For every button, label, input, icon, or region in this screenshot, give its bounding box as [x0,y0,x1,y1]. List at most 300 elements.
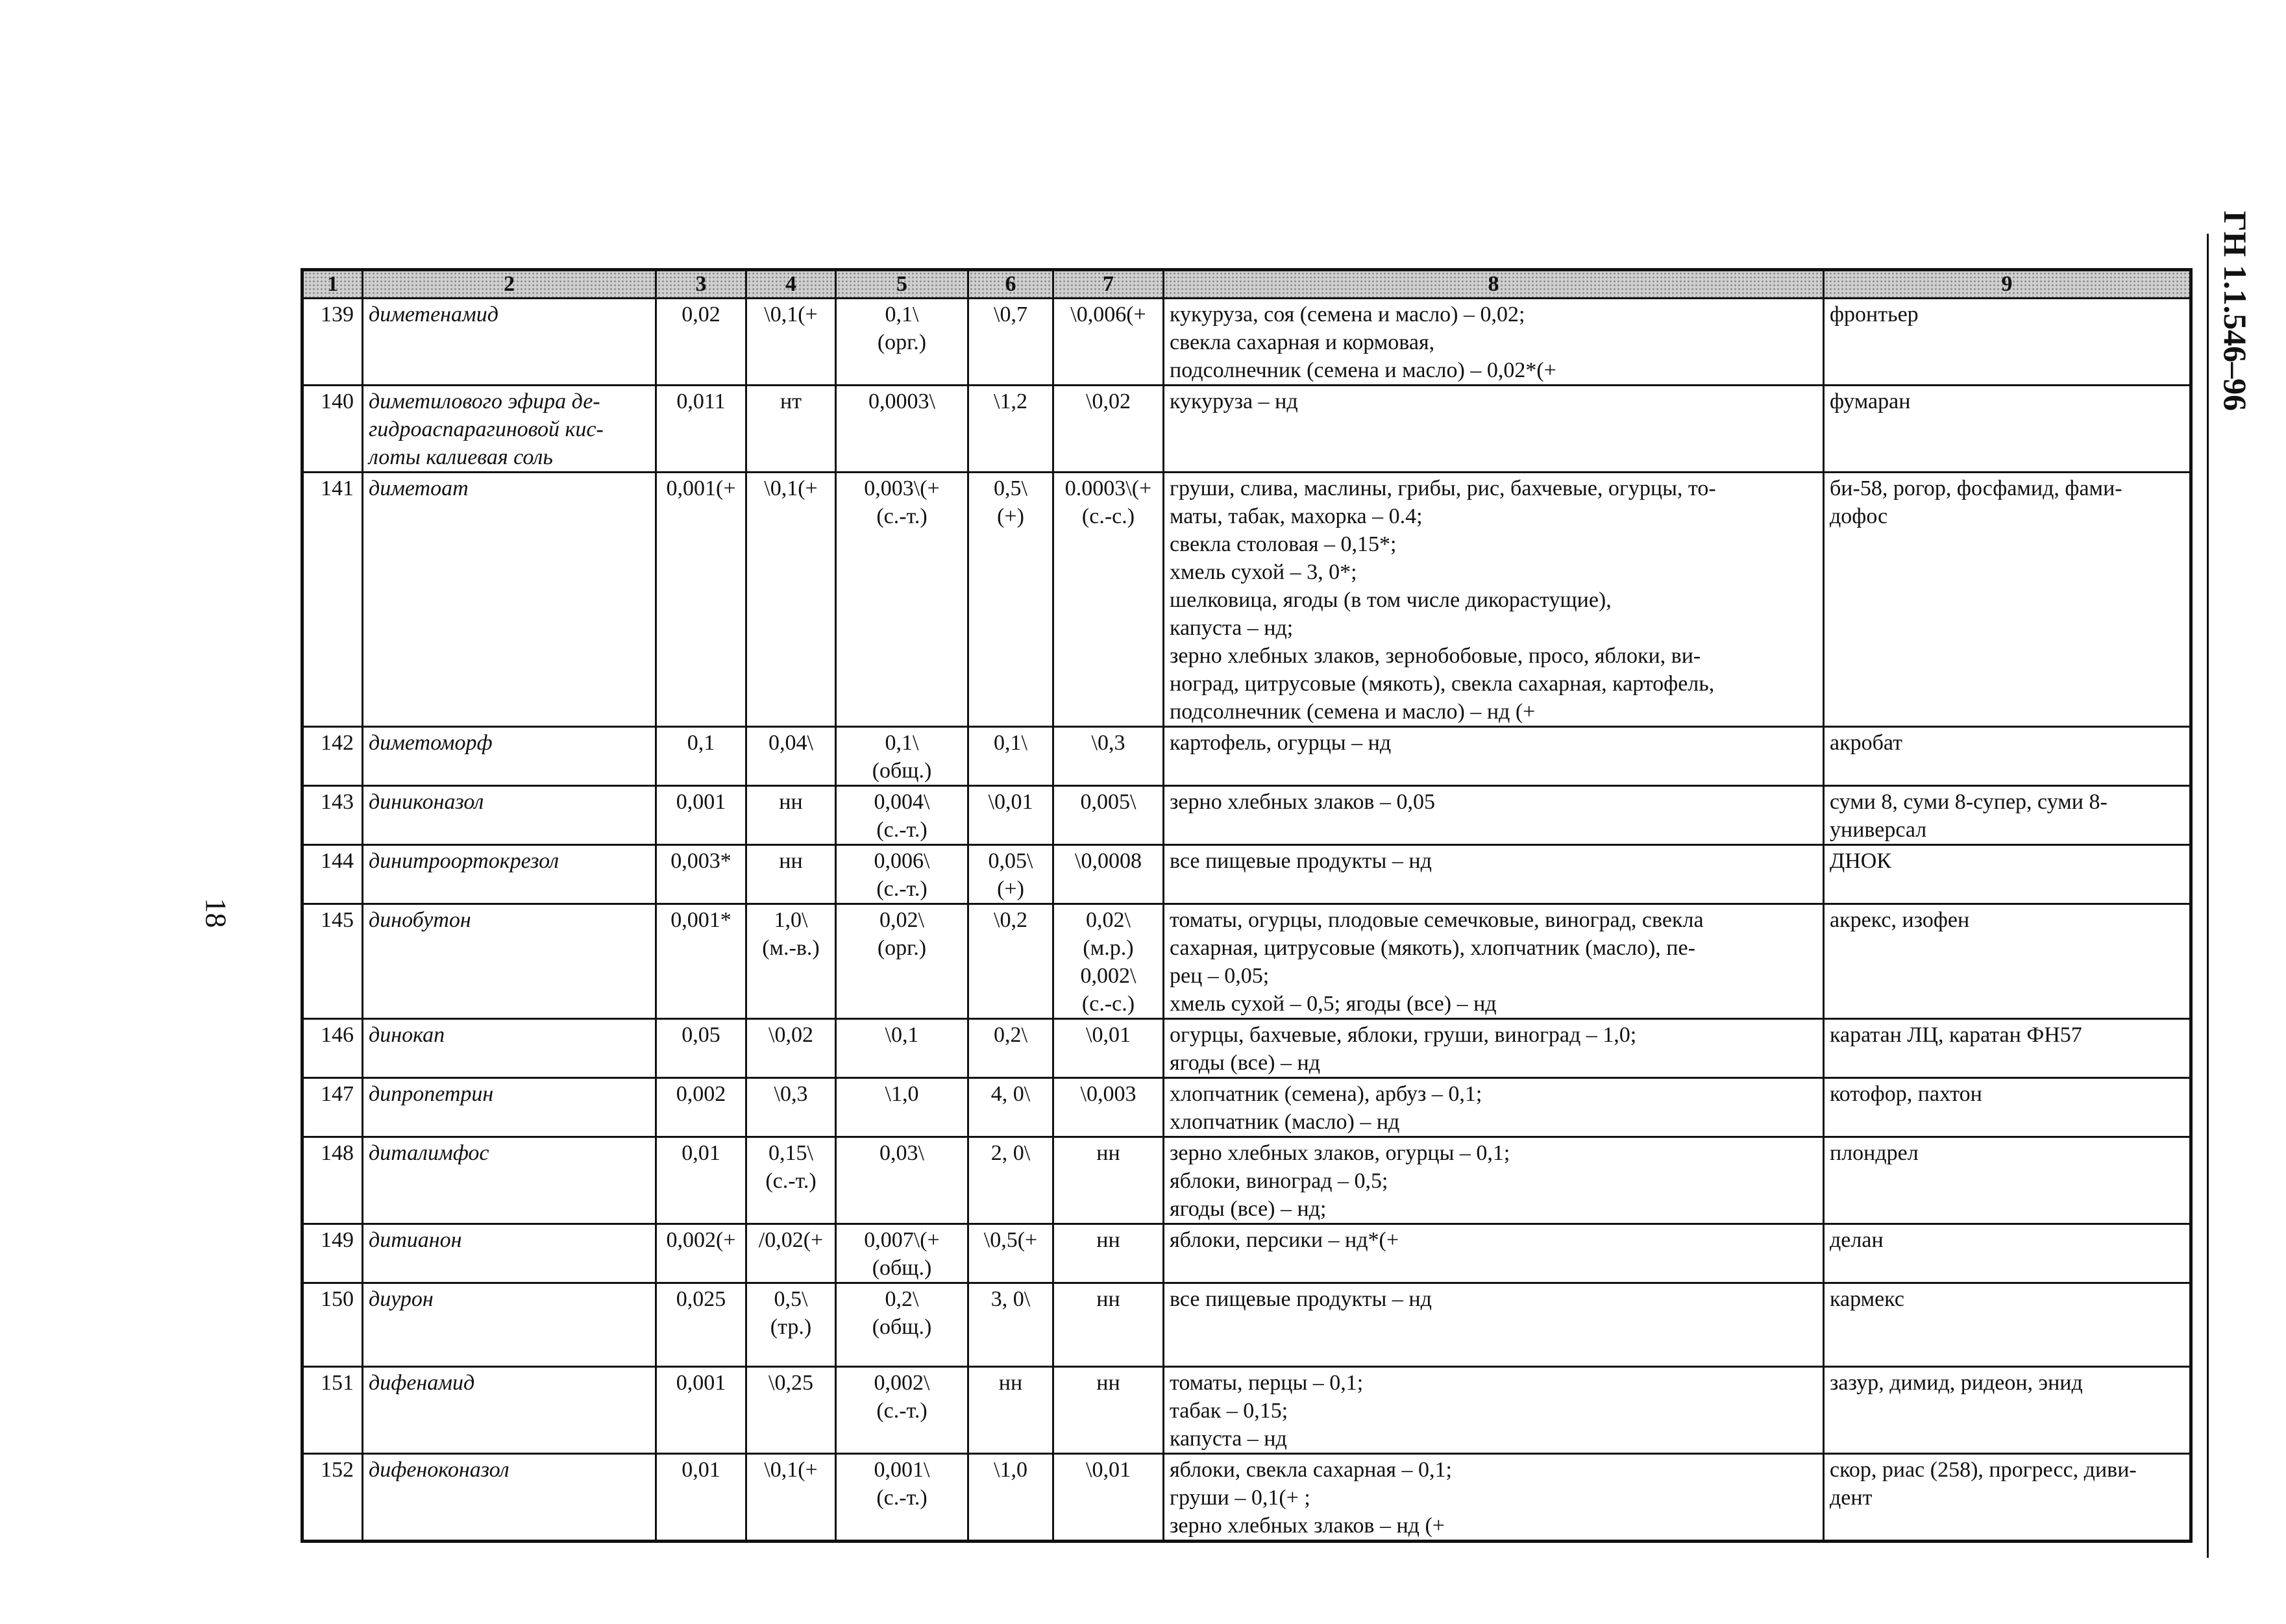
substance-name-cell [363,1137,656,1224]
soil-cell [746,727,836,786]
cell-line: \0,01 [988,790,1033,814]
cell-line: 0,002(+ [666,1228,736,1252]
water-cell [836,1078,968,1137]
water-cell [836,904,968,1019]
column-number-header-row [302,270,2191,299]
adi-cell [656,1367,746,1454]
preparations-cell [1824,904,2191,1019]
row-number-cell: 146 [302,1019,363,1078]
table-row [302,904,2191,1019]
cell-line: 0,003\(+ [864,476,940,500]
row-number-cell: 148 [302,1137,363,1224]
cell-line: 0,002\ [1080,964,1137,988]
substance-name-cell [363,845,656,904]
substance-name-cell [363,1454,656,1542]
cell-line: 0,01 [682,1141,720,1165]
cell-line: нн [998,1371,1023,1395]
cell-line: 0,007\(+ [864,1228,940,1252]
table-body [302,299,2191,1542]
water-cell [836,786,968,845]
cell-line: 1,0\ [774,908,808,932]
cell-line: \0,01 [1086,1023,1131,1047]
cell-line: сахарная, цитрусовые (мякоть), хлопчатник (масло), пе- [1170,936,1695,960]
preparations-cell [1824,1454,2191,1542]
cell-line: груши – 0,1(+ ; [1170,1486,1310,1510]
cell-line: подсолнечник (семена и масло) – нд (+ [1170,700,1536,724]
adi-cell [656,1019,746,1078]
adi-cell [656,727,746,786]
cell-line: дипропетрин [369,1082,494,1106]
preparations-cell [1824,1078,2191,1137]
substance-name-cell [363,1078,656,1137]
water-cell [836,473,968,727]
adi-cell [656,386,746,473]
table-row [302,386,2191,473]
cell-line: 0,001 [676,790,726,814]
cell-line: дифенамид [369,1371,475,1395]
atmospheric-air-cell [1053,1019,1164,1078]
column-header: 6 [968,270,1053,299]
preparations-cell [1824,786,2191,845]
food-products-cell [1164,845,1824,904]
cell-line: \0,006(+ [1070,302,1146,326]
cell-line: котофор, пахтон [1830,1082,1982,1106]
cell-line: дитианон [369,1228,462,1252]
hygiene-standards-table [301,268,2193,1543]
adi-cell [656,1078,746,1137]
cell-line: 0,1\ [994,731,1027,755]
work-zone-air-cell [968,1454,1053,1542]
atmospheric-air-cell [1053,845,1164,904]
cell-line: каратан ЛЦ, каратан ФН57 [1830,1023,2082,1047]
cell-line: 0,1\ [885,302,919,326]
cell-line: 0,002 [676,1082,726,1106]
work-zone-air-cell [968,786,1053,845]
cell-line: \0,0008 [1075,849,1142,873]
preparations-cell [1824,299,2191,386]
cell-line: 0,03\ [879,1141,924,1165]
cell-line: нн [1096,1228,1120,1252]
row-number-cell: 144 [302,845,363,904]
soil-cell [746,1019,836,1078]
work-zone-air-cell [968,299,1053,386]
row-number-cell: 142 [302,727,363,786]
cell-line: все пищевые продукты – нд [1170,849,1432,873]
cell-line: ДНОК [1830,849,1891,873]
water-cell [836,1454,968,1542]
cell-line: (+) [997,504,1024,528]
preparations-cell [1824,473,2191,727]
water-cell [836,845,968,904]
cell-line: \0,1 [885,1023,919,1047]
cell-line: диниконазол [369,790,484,814]
food-products-cell [1164,1224,1824,1283]
cell-line: 0,001\ [874,1458,930,1482]
cell-line: 0,2\ [994,1023,1027,1047]
atmospheric-air-cell [1053,1078,1164,1137]
soil-cell [746,1224,836,1283]
work-zone-air-cell [968,845,1053,904]
atmospheric-air-cell [1053,473,1164,727]
cell-line: 3, 0\ [990,1287,1031,1311]
cell-line: 0,004\ [874,790,930,814]
cell-line: нн [779,790,803,814]
food-products-cell [1164,1137,1824,1224]
cell-line: 4, 0\ [990,1082,1031,1106]
adi-cell [656,1454,746,1542]
work-zone-air-cell [968,1224,1053,1283]
cell-line: груши, слива, маслины, грибы, рис, бахчевые, огурцы, то- [1170,476,1716,500]
food-products-cell [1164,473,1824,727]
cell-line: \1,0 [994,1458,1027,1482]
table-row [302,1078,2191,1137]
row-number-cell: 150 [302,1283,363,1367]
cell-line: (с.-т.) [876,818,928,842]
page-number: 18 [199,898,233,928]
cell-line: плондрел [1830,1141,1919,1165]
cell-line: 0,025 [676,1287,726,1311]
cell-line: 0,003* [670,849,731,873]
cell-line: \0,01 [1086,1458,1131,1482]
cell-line: томаты, огурцы, плодовые семечковые, виноград, свекла [1170,908,1704,932]
cell-line: картофель, огурцы – нд [1170,731,1392,755]
work-zone-air-cell [968,473,1053,727]
cell-line: \1,0 [885,1082,919,1106]
cell-line: ягоды (все) – нд; [1170,1197,1327,1221]
cell-line: нн [1096,1371,1120,1395]
table-row [302,845,2191,904]
table-row [302,1283,2191,1367]
cell-line: томаты, перцы – 0,1; [1170,1371,1364,1395]
cell-line: 0,001(+ [666,476,736,500]
cell-line: би-58, рогор, фосфамид, фами- [1830,476,2122,500]
cell-line: 0,02 [682,302,720,326]
cell-line: (орг.) [877,936,927,960]
table-row [302,1224,2191,1283]
atmospheric-air-cell [1053,386,1164,473]
cell-line: кукуруза, соя (семена и масло) – 0,02; [1170,302,1525,326]
adi-cell [656,1283,746,1367]
food-products-cell [1164,1019,1824,1078]
food-products-cell [1164,786,1824,845]
cell-line: диметоат [369,476,469,500]
cell-line: нн [779,849,803,873]
cell-line: акрекс, изофен [1830,908,1970,932]
cell-line: \0,02 [768,1023,813,1047]
work-zone-air-cell [968,1137,1053,1224]
water-cell [836,299,968,386]
work-zone-air-cell [968,904,1053,1019]
cell-line: яблоки, персики – нд*(+ [1170,1228,1399,1252]
cell-line: 0.0003\(+ [1064,476,1152,500]
column-header: 7 [1053,270,1164,299]
water-cell [836,1367,968,1454]
cell-line: 0,1\ [885,731,919,755]
column-header: 5 [836,270,968,299]
row-number-cell: 151 [302,1367,363,1454]
cell-line: свекла сахарная и кормовая, [1170,330,1435,354]
table-row [302,299,2191,386]
substance-name-cell [363,1019,656,1078]
cell-line: 0,05\ [988,849,1033,873]
cell-line: зерно хлебных злаков – нд (+ [1170,1514,1445,1538]
cell-line: \0,3 [774,1082,808,1106]
food-products-cell [1164,1078,1824,1137]
soil-cell [746,299,836,386]
water-cell [836,1283,968,1367]
cell-line: зазур, димид, ридеон, энид [1830,1371,2083,1395]
preparations-cell [1824,727,2191,786]
cell-line: \0,25 [768,1371,813,1395]
column-header: 3 [656,270,746,299]
cell-line: \0,2 [994,908,1027,932]
cell-line: (общ.) [872,1315,932,1339]
substance-name-cell [363,1367,656,1454]
atmospheric-air-cell [1053,1454,1164,1542]
cell-line: кукуруза – нд [1170,389,1298,413]
cell-line: (с.-т.) [876,877,928,901]
margin-rule [2207,234,2209,1558]
cell-line: 0,002\ [874,1371,930,1395]
cell-line: \0,5(+ [983,1228,1038,1252]
table-row [302,1019,2191,1078]
cell-line: дент [1830,1486,1873,1510]
cell-line: (орг.) [877,330,927,354]
cell-line: табак – 0,15; [1170,1399,1288,1423]
column-header: 4 [746,270,836,299]
cell-line: капуста – нд; [1170,616,1294,640]
adi-cell [656,1137,746,1224]
cell-line: динокап [369,1023,445,1047]
cell-line: шелковица, ягоды (в том числе дикорастущие), [1170,588,1612,612]
cell-line: 0,0003\ [868,389,935,413]
cell-line: 0,001 [676,1371,726,1395]
food-products-cell [1164,727,1824,786]
cell-line: маты, табак, махорка – 0.4; [1170,504,1423,528]
atmospheric-air-cell [1053,1367,1164,1454]
row-number-cell: 145 [302,904,363,1019]
work-zone-air-cell [968,727,1053,786]
cell-line: рец – 0,05; [1170,964,1270,988]
cell-line: фронтьер [1830,302,1919,326]
cell-line: диметоморф [369,731,493,755]
cell-line: (с.-с.) [1081,992,1135,1016]
table-row [302,1454,2191,1542]
atmospheric-air-cell [1053,1137,1164,1224]
atmospheric-air-cell [1053,727,1164,786]
food-products-cell [1164,1283,1824,1367]
soil-cell [746,473,836,727]
adi-cell [656,473,746,727]
cell-line: \0,1(+ [764,1458,818,1482]
row-number-cell: 139 [302,299,363,386]
cell-line: динитроортокрезол [369,849,559,873]
table-row [302,786,2191,845]
cell-line: капуста – нд [1170,1427,1287,1451]
preparations-cell [1824,1283,2191,1367]
cell-line: /0,02(+ [758,1228,824,1252]
adi-cell [656,904,746,1019]
document-code: ГН 1.1.546–96 [2217,210,2254,412]
row-number-cell: 149 [302,1224,363,1283]
soil-cell [746,904,836,1019]
substance-name-cell [363,386,656,473]
cell-line: акробат [1830,731,1902,755]
cell-line: диталимфос [369,1141,489,1165]
cell-line: дофос [1830,504,1888,528]
cell-line: зерно хлебных злаков – 0,05 [1170,790,1435,814]
work-zone-air-cell [968,1283,1053,1367]
cell-line: 0,1 [687,731,715,755]
cell-line: \0,02 [1086,389,1131,413]
atmospheric-air-cell [1053,1224,1164,1283]
soil-cell [746,786,836,845]
column-header: 8 [1164,270,1824,299]
substance-name-cell [363,473,656,727]
cell-line: хлопчатник (семена), арбуз – 0,1; [1170,1082,1482,1106]
soil-cell [746,1454,836,1542]
substance-name-cell [363,1283,656,1367]
cell-line: 0,01 [682,1458,720,1482]
cell-line: 0,15\ [768,1141,813,1165]
cell-line: 0,5\ [774,1287,808,1311]
water-cell [836,727,968,786]
cell-line: динобутон [369,908,471,932]
cell-line: кармекс [1830,1287,1904,1311]
preparations-cell [1824,845,2191,904]
work-zone-air-cell [968,1019,1053,1078]
table-row [302,473,2191,727]
cell-line: яблоки, свекла сахарная – 0,1; [1170,1458,1452,1482]
cell-line: \0,003 [1080,1082,1137,1106]
soil-cell [746,1137,836,1224]
cell-line: \0,3 [1091,731,1125,755]
cell-line: хмель сухой – 3, 0*; [1170,560,1357,584]
cell-line: \0,1(+ [764,302,818,326]
water-cell [836,1019,968,1078]
cell-line: 0,5\ [994,476,1027,500]
cell-line: 0,005\ [1080,790,1137,814]
cell-line: нн [1096,1287,1120,1311]
cell-line: гидроаспарагиновой кис- [369,417,604,441]
table-row [302,1137,2191,1224]
cell-line: лоты калиевая соль [369,445,553,469]
cell-line: 0,04\ [768,731,813,755]
cell-line: (с.-т.) [876,1486,928,1510]
adi-cell [656,786,746,845]
cell-line: суми 8, суми 8-супер, суми 8- [1830,790,2108,814]
row-number-cell: 143 [302,786,363,845]
soil-cell [746,1078,836,1137]
cell-line: все пищевые продукты – нд [1170,1287,1432,1311]
preparations-cell [1824,1367,2191,1454]
preparations-cell [1824,1137,2191,1224]
cell-line: (м.р.) [1083,936,1134,960]
cell-line: (с.-т.) [876,504,928,528]
cell-line: 2, 0\ [990,1141,1031,1165]
cell-line: универсал [1830,818,1927,842]
cell-line: хмель сухой – 0,5; ягоды (все) – нд [1170,992,1497,1016]
soil-cell [746,386,836,473]
cell-line: свекла столовая – 0,15*; [1170,532,1397,556]
row-number-cell: 141 [302,473,363,727]
water-cell [836,1137,968,1224]
cell-line: яблоки, виноград – 0,5; [1170,1169,1388,1193]
water-cell [836,1224,968,1283]
cell-line: (с.-т.) [876,1399,928,1423]
work-zone-air-cell [968,1078,1053,1137]
cell-line: (м.-в.) [762,936,820,960]
preparations-cell [1824,1019,2191,1078]
cell-line: диметенамид [369,302,498,326]
food-products-cell [1164,1367,1824,1454]
cell-line: дифеноконазол [369,1458,510,1482]
cell-line: \1,2 [994,389,1027,413]
cell-line: хлопчатник (масло) – нд [1170,1110,1400,1134]
cell-line: зерно хлебных злаков, зернобобовые, просо, яблоки, ви- [1170,644,1701,668]
cell-line: диурон [369,1287,434,1311]
cell-line: (общ.) [872,759,932,783]
atmospheric-air-cell [1053,299,1164,386]
food-products-cell [1164,1454,1824,1542]
column-header: 2 [363,270,656,299]
cell-line: (тр.) [770,1315,812,1339]
food-products-cell [1164,386,1824,473]
cell-line: фумаран [1830,389,1911,413]
column-header: 1 [302,270,363,299]
adi-cell [656,1224,746,1283]
cell-line: (общ.) [872,1256,932,1280]
work-zone-air-cell [968,1367,1053,1454]
column-header: 9 [1824,270,2191,299]
cell-line: ноград, цитрусовые (мякоть), свекла сахарная, картофель, [1170,672,1715,696]
soil-cell [746,1367,836,1454]
cell-line: зерно хлебных злаков, огурцы – 0,1; [1170,1141,1510,1165]
cell-line: ягоды (все) – нд [1170,1051,1320,1075]
substance-name-cell [363,786,656,845]
preparations-cell [1824,1224,2191,1283]
cell-line: 0,05 [682,1023,720,1047]
soil-cell [746,1283,836,1367]
cell-line: 0,02\ [879,908,924,932]
adi-cell [656,299,746,386]
cell-line: (+) [997,877,1024,901]
food-products-cell [1164,904,1824,1019]
atmospheric-air-cell [1053,786,1164,845]
cell-line: 0,006\ [874,849,930,873]
cell-line: диметилового эфира де- [369,389,600,413]
row-number-cell: 147 [302,1078,363,1137]
cell-line: подсолнечник (семена и масло) – 0,02*(+ [1170,358,1556,382]
water-cell [836,386,968,473]
table-row [302,727,2191,786]
atmospheric-air-cell [1053,1283,1164,1367]
table-row [302,1367,2191,1454]
cell-line: делан [1830,1228,1884,1252]
atmospheric-air-cell [1053,904,1164,1019]
cell-line: нт [780,389,802,413]
preparations-cell [1824,386,2191,473]
cell-line: \0,1(+ [764,476,818,500]
cell-line: \0,7 [994,302,1027,326]
cell-line: 0,011 [676,389,726,413]
cell-line: огурцы, бахчевые, яблоки, груши, виноград – 1,0; [1170,1023,1637,1047]
cell-line: 0,2\ [885,1287,919,1311]
cell-line: 0,001* [670,908,731,932]
substance-name-cell [363,727,656,786]
cell-line: скор, риас (258), прогресс, диви- [1830,1458,2137,1482]
row-number-cell: 140 [302,386,363,473]
